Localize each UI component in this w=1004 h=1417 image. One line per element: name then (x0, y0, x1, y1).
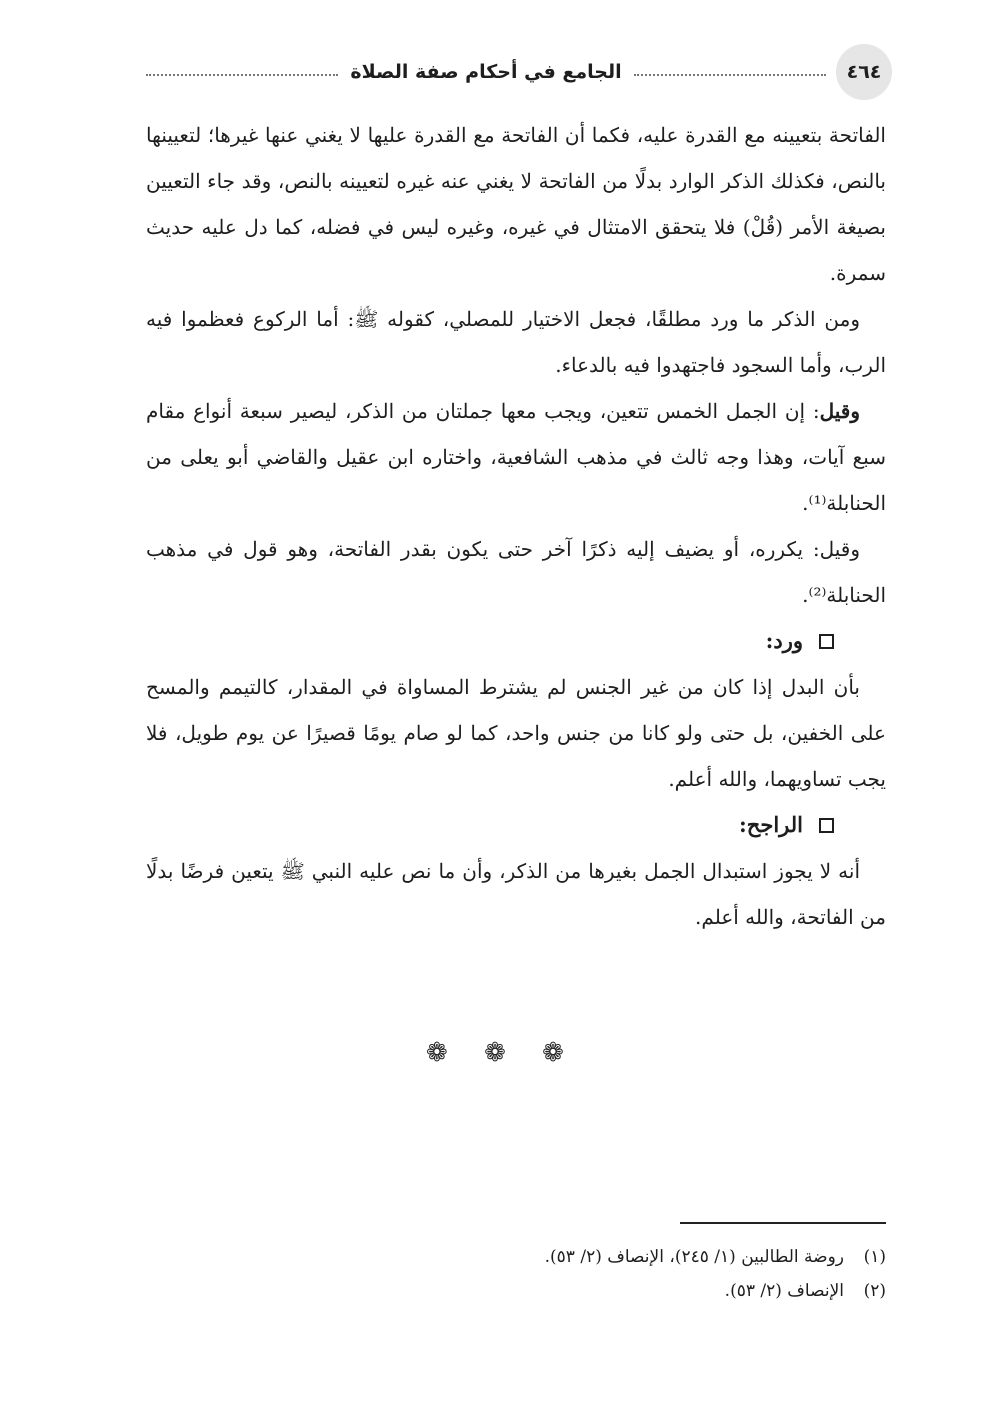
footnote-text: الإنصاف (٢/ ٥٣). (724, 1281, 844, 1301)
book-title: الجامع في أحكام صفة الصلاة (350, 61, 622, 83)
section-heading-preferred (146, 802, 886, 848)
footnote-number: (٢) (863, 1281, 886, 1301)
footnote (146, 1274, 886, 1308)
running-header (146, 40, 892, 104)
header-dot-leader-right (634, 74, 826, 76)
paragraph-5: بأن البدل إذا كان من غير الجنس لم يشترط المساواة في المقدار، كالتيمم والمسح على الخفين، بل حتى ولو كانا من جنس واحد، كما لو صام يومًا قصيرًا عن يوم طويل، فلا يجب تساويهما، والله أعلم. (146, 675, 886, 791)
section-heading-rebuttal-label: ورد: (765, 628, 803, 653)
paragraph-3-text: : إن الجمل الخمس تتعين، ويجب معها جملتان من الذكر، ليصير سبعة أنواع مقام سبع آيات، وهذا وجه ثالث في مذهب الشافعية، واختاره ابن عقيل والقاضي أبو يعلى من الحنابلة⁽¹⁾. (146, 399, 886, 515)
footnote-number: (١) (863, 1247, 886, 1267)
paragraph-3 (146, 388, 886, 526)
header-dot-leader-left (146, 74, 338, 76)
paragraph-6: أنه لا يجوز استبدال الجمل بغيرها من الذكر، وأن ما نص عليه النبي ﷺ يتعين فرضًا بدلًا من الفاتحة، والله أعلم. (146, 859, 886, 929)
page-number-badge: ٤٦٤ (836, 44, 892, 100)
footnotes (146, 1240, 886, 1308)
section-heading-rebuttal (146, 618, 886, 664)
paragraph-2: ومن الذكر ما ورد مطلقًا، فجعل الاختيار للمصلي، كقوله ﷺ: أما الركوع فعظموا فيه الرب، وأما السجود فاجتهدوا فيه بالدعاء. (146, 307, 886, 377)
footnote-separator (680, 1222, 886, 1224)
footnote-text: روضة الطالبين (١/ ٢٤٥)، الإنصاف (٢/ ٥٣). (544, 1247, 844, 1267)
footnote (146, 1240, 886, 1274)
section-end-ornament: ❁ ❁ ❁ (426, 1038, 578, 1068)
paragraph-1: الفاتحة بتعيينه مع القدرة عليه، فكما أن الفاتحة مع القدرة عليها لا يغني عنها غيرها؛ لتعيينها بالنص، فكذلك الذكر الوارد بدلًا من الفاتحة لا يغني عنه غيره لتعيينه بالنص، وقد جاء التعيين بصيغة الأمر (قُلْ) فلا يتحقق الامتثال في غيره، وغيره ليس في فضله، كما دل عليه حديث سمرة. (146, 123, 886, 285)
paragraph-3-lead: وقيل (819, 399, 860, 423)
paragraph-4: وقيل: يكرره، أو يضيف إليه ذكرًا آخر حتى يكون بقدر الفاتحة، وهو قول في مذهب الحنابلة⁽²⁾. (146, 537, 886, 607)
section-heading-preferred-label: الراجح: (739, 812, 803, 837)
main-text (146, 112, 886, 940)
square-bullet-icon (819, 634, 834, 649)
square-bullet-icon (819, 818, 834, 833)
